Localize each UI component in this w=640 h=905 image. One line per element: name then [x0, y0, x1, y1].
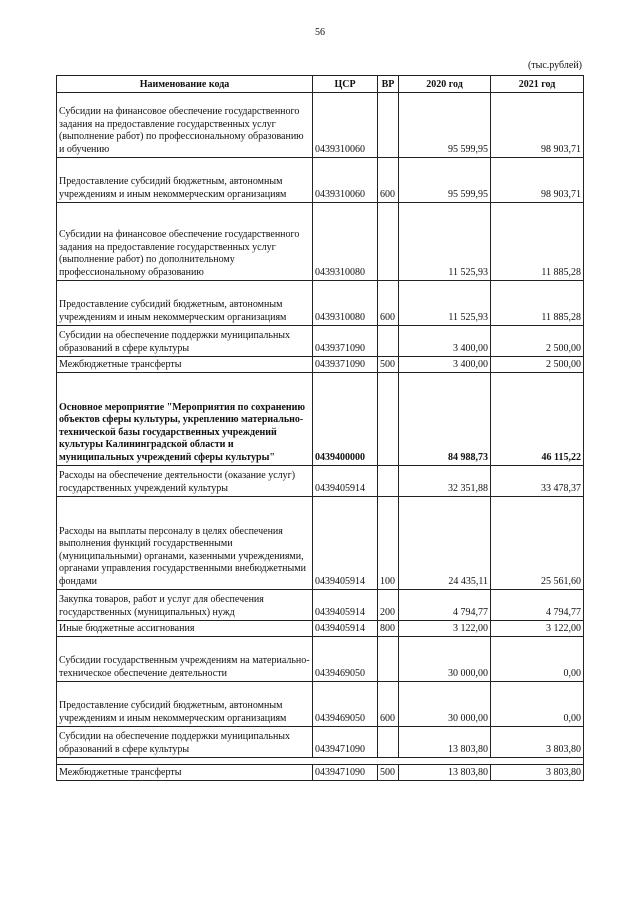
amount-2020-cell: 95 599,95: [399, 158, 491, 203]
amount-2020-cell: 3 400,00: [399, 357, 491, 373]
amount-2021-cell: 11 885,28: [491, 203, 584, 281]
budget-table: [56, 75, 584, 781]
csr-cell: 0439405914: [313, 466, 378, 497]
amount-2021-cell: 0,00: [491, 637, 584, 682]
amount-2021-cell: 0,00: [491, 682, 584, 727]
table-row: [57, 682, 584, 727]
amount-2021-cell: 98 903,71: [491, 93, 584, 158]
table-body: [57, 93, 584, 781]
name-cell: Закупка товаров, работ и услуг для обеспечения государственных (муниципальных) нужд: [57, 590, 313, 621]
vr-cell: [378, 727, 399, 758]
amount-2020-cell: 11 525,93: [399, 203, 491, 281]
csr-cell: 0439471090: [313, 765, 378, 781]
amount-2021-cell: 3 803,80: [491, 727, 584, 758]
header-csr: ЦСР: [313, 76, 378, 93]
table-row: [57, 765, 584, 781]
table-row: [57, 637, 584, 682]
vr-cell: 800: [378, 621, 399, 637]
amount-2021-cell: 33 478,37: [491, 466, 584, 497]
amount-2021-cell: 46 115,22: [491, 373, 584, 466]
amount-2020-cell: 95 599,95: [399, 93, 491, 158]
vr-cell: 600: [378, 682, 399, 727]
table-row: [57, 373, 584, 466]
csr-cell: 0439310080: [313, 203, 378, 281]
amount-2020-cell: 13 803,80: [399, 765, 491, 781]
vr-cell: [378, 373, 399, 466]
amount-2021-cell: 98 903,71: [491, 158, 584, 203]
header-vr: ВР: [378, 76, 399, 93]
amount-2020-cell: 30 000,00: [399, 682, 491, 727]
name-cell: Расходы на обеспечение деятельности (оказание услуг) государственных учреждений культуры: [57, 466, 313, 497]
table-header-row: [57, 76, 584, 93]
table-row: [57, 203, 584, 281]
amount-2020-cell: 84 988,73: [399, 373, 491, 466]
vr-cell: 100: [378, 497, 399, 590]
csr-cell: 0439310060: [313, 93, 378, 158]
amount-2021-cell: 3 803,80: [491, 765, 584, 781]
amount-2021-cell: 2 500,00: [491, 357, 584, 373]
amount-2020-cell: 3 400,00: [399, 326, 491, 357]
header-2020: 2020 год: [399, 76, 491, 93]
amount-2021-cell: 3 122,00: [491, 621, 584, 637]
vr-cell: 500: [378, 765, 399, 781]
vr-cell: 600: [378, 281, 399, 326]
vr-cell: [378, 637, 399, 682]
table-row: [57, 590, 584, 621]
table-row: [57, 93, 584, 158]
name-cell: Предоставление субсидий бюджетным, автономным учреждениям и иным некоммерческим организациям: [57, 682, 313, 727]
csr-cell: 0439400000: [313, 373, 378, 466]
table-row: [57, 281, 584, 326]
amount-2020-cell: 4 794,77: [399, 590, 491, 621]
row-gap-cell: [57, 758, 584, 765]
vr-cell: [378, 326, 399, 357]
amount-2021-cell: 11 885,28: [491, 281, 584, 326]
vr-cell: [378, 466, 399, 497]
table-row: [57, 158, 584, 203]
name-cell: Предоставление субсидий бюджетным, автономным учреждениям и иным некоммерческим организациям: [57, 158, 313, 203]
name-cell: Межбюджетные трансферты: [57, 765, 313, 781]
table-row: [57, 357, 584, 373]
csr-cell: 0439310060: [313, 158, 378, 203]
amount-2020-cell: 3 122,00: [399, 621, 491, 637]
csr-cell: 0439469050: [313, 637, 378, 682]
row-gap: [57, 758, 584, 765]
units-label: (тыс.рублей): [527, 60, 582, 71]
header-name: Наименование кода: [57, 76, 313, 93]
csr-cell: 0439469050: [313, 682, 378, 727]
csr-cell: 0439405914: [313, 621, 378, 637]
table-row: [57, 326, 584, 357]
name-cell: Иные бюджетные ассигнования: [57, 621, 313, 637]
csr-cell: 0439371090: [313, 357, 378, 373]
vr-cell: 500: [378, 357, 399, 373]
amount-2020-cell: 30 000,00: [399, 637, 491, 682]
amount-2020-cell: 24 435,11: [399, 497, 491, 590]
amount-2020-cell: 11 525,93: [399, 281, 491, 326]
csr-cell: 0439310080: [313, 281, 378, 326]
amount-2021-cell: 4 794,77: [491, 590, 584, 621]
name-cell: Субсидии на обеспечение поддержки муниципальных образований в сфере культуры: [57, 326, 313, 357]
vr-cell: 600: [378, 158, 399, 203]
name-cell: Межбюджетные трансферты: [57, 357, 313, 373]
name-cell: Расходы на выплаты персоналу в целях обеспечения выполнения функций государственными (муниципальными) органами, казенными учреждениями, органами управления государственными внебюджетными фондами: [57, 497, 313, 590]
amount-2020-cell: 13 803,80: [399, 727, 491, 758]
name-cell: Субсидии на обеспечение поддержки муниципальных образований в сфере культуры: [57, 727, 313, 758]
name-cell: Субсидии на финансовое обеспечение государственного задания на предоставление государственных услуг (выполнение работ) по профессиональному образованию и обучению: [57, 93, 313, 158]
name-cell: Основное мероприятие "Мероприятия по сохранению объектов сферы культуры, укреплению материально-технической базы государственных учреждений культуры Калининградской области и муниципальных учреждений сферы культуры": [57, 373, 313, 466]
csr-cell: 0439371090: [313, 326, 378, 357]
header-2021: 2021 год: [491, 76, 584, 93]
csr-cell: 0439471090: [313, 727, 378, 758]
vr-cell: 200: [378, 590, 399, 621]
amount-2020-cell: 32 351,88: [399, 466, 491, 497]
amount-2021-cell: 25 561,60: [491, 497, 584, 590]
table-row: [57, 727, 584, 758]
vr-cell: [378, 203, 399, 281]
table-row: [57, 466, 584, 497]
page-number: 56: [315, 27, 325, 38]
name-cell: Субсидии государственным учреждениям на материально-техническое обеспечение деятельности: [57, 637, 313, 682]
table-row: [57, 497, 584, 590]
table-row: [57, 621, 584, 637]
amount-2021-cell: 2 500,00: [491, 326, 584, 357]
csr-cell: 0439405914: [313, 590, 378, 621]
csr-cell: 0439405914: [313, 497, 378, 590]
vr-cell: [378, 93, 399, 158]
name-cell: Предоставление субсидий бюджетным, автономным учреждениям и иным некоммерческим организациям: [57, 281, 313, 326]
name-cell: Субсидии на финансовое обеспечение государственного задания на предоставление государственных услуг (выполнение работ) по дополнительному профессиональному образованию: [57, 203, 313, 281]
